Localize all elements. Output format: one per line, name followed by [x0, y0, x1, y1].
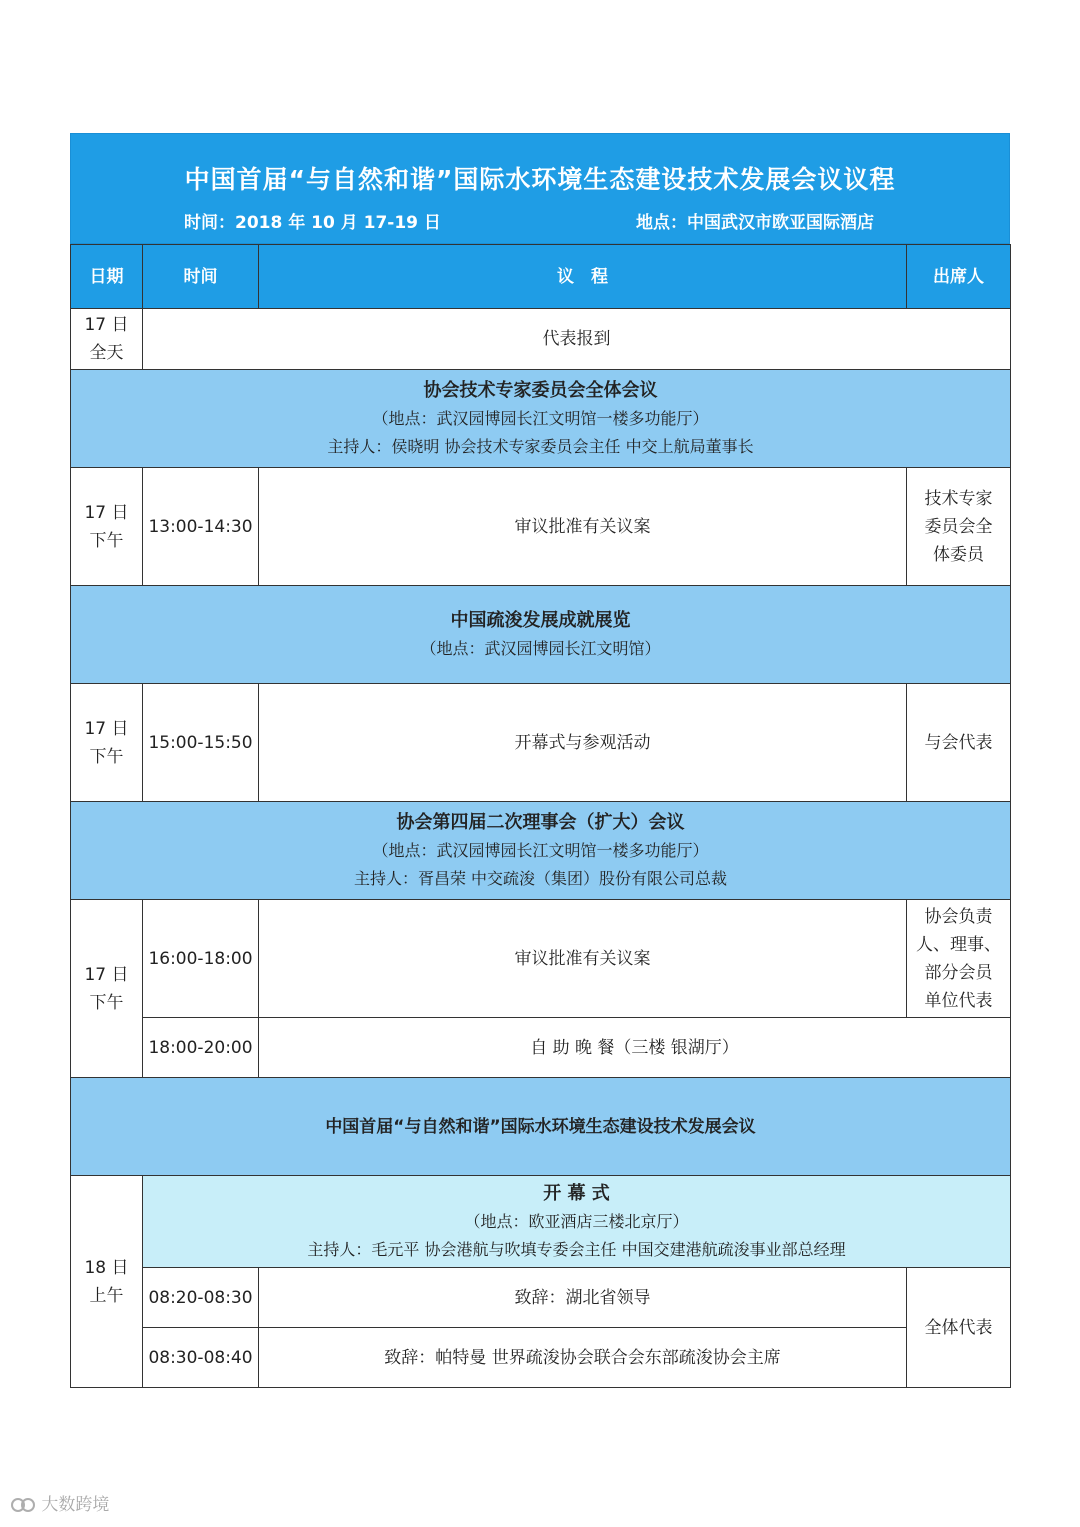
date-day: 17 日 [84, 718, 129, 739]
attendee-line: 协会负责 [924, 906, 993, 927]
date-day: 18 日 [84, 1257, 129, 1278]
agenda-document [70, 133, 1010, 1388]
column-header-date: 日期 [71, 245, 143, 309]
section-band [71, 1078, 1011, 1176]
column-header-agenda: 议 程 [259, 245, 907, 309]
column-header-attendees: 出席人 [907, 245, 1011, 309]
table-row [71, 900, 1011, 1018]
date-day: 17 日 [84, 502, 129, 523]
section-location: （地点：武汉园博园长江文明馆一楼多功能厅） [372, 841, 709, 860]
time-cell: 08:30-08:40 [143, 1328, 259, 1388]
conference-title: 中国首届“与自然和谐”国际水环境生态建设技术发展会议 [71, 1078, 1011, 1176]
agenda-cell: 代表报到 [143, 309, 1011, 370]
attendee-line: 体委员 [933, 544, 984, 565]
attendees-cell [907, 468, 1011, 586]
section-band [71, 586, 1011, 684]
date-day: 17 日 [84, 315, 129, 335]
agenda-cell: 审议批准有关议案 [259, 468, 907, 586]
time-cell: 13:00-14:30 [143, 468, 259, 586]
date-cell [71, 309, 143, 370]
attendee-line: 技术专家 [924, 488, 993, 509]
table-row [71, 309, 1011, 370]
date-cell [71, 900, 143, 1078]
time-cell: 18:00-20:00 [143, 1018, 259, 1078]
agenda-cell: 审议批准有关议案 [259, 900, 907, 1018]
date-part: 全天 [89, 343, 124, 363]
attendees-cell [907, 900, 1011, 1018]
table-row [71, 1018, 1011, 1078]
agenda-cell: 致辞：湖北省领导 [259, 1268, 907, 1328]
section-title: 协会第四届二次理事会（扩大）会议 [396, 812, 685, 833]
time-cell: 08:20-08:30 [143, 1268, 259, 1328]
table-row [71, 468, 1011, 586]
agenda-cell: 自 助 晚 餐（三楼 银湖厅） [259, 1018, 1011, 1078]
date-part: 下午 [89, 530, 124, 551]
agenda-table [70, 244, 1011, 1388]
agenda-cell: 开幕式与参观活动 [259, 684, 907, 802]
table-row [71, 684, 1011, 802]
agenda-cell: 致辞：帕特曼 世界疏浚协会联合会东部疏浚协会主席 [259, 1328, 907, 1388]
attendee-line: 人、理事、 [916, 934, 1001, 955]
date-cell [71, 468, 143, 586]
event-location: 地点：中国武汉市欧亚国际酒店 [636, 213, 874, 233]
date-day: 17 日 [84, 964, 129, 985]
table-row [71, 1176, 1011, 1268]
section-title: 中国疏浚发展成就展览 [450, 610, 631, 631]
date-part: 上午 [89, 1285, 124, 1306]
title-banner [70, 133, 1010, 244]
section-band [71, 802, 1011, 900]
opening-host: 主持人：毛元平 协会港航与吹填专委会主任 中国交建港航疏浚事业部总经理 [307, 1240, 846, 1259]
table-header-row [71, 245, 1011, 309]
section-title: 协会技术专家委员会全体会议 [423, 380, 658, 401]
watermark-logo-icon [10, 1496, 36, 1514]
table-row [71, 1328, 1011, 1388]
date-cell [71, 684, 143, 802]
date-part: 下午 [89, 746, 124, 767]
attendee-line: 单位代表 [924, 990, 993, 1011]
attendees-cell: 全体代表 [907, 1268, 1011, 1388]
attendee-line: 委员会全 [924, 516, 993, 537]
section-band [71, 370, 1011, 468]
section-host: 主持人：胥昌荣 中交疏浚（集团）股份有限公司总裁 [353, 869, 728, 888]
date-part: 下午 [89, 992, 124, 1013]
watermark [10, 1490, 109, 1515]
watermark-text: 大数跨境 [41, 1495, 110, 1515]
opening-band [143, 1176, 1011, 1268]
time-cell: 15:00-15:50 [143, 684, 259, 802]
date-cell [71, 1176, 143, 1388]
section-location: （地点：武汉园博园长江文明馆） [420, 639, 661, 658]
section-location: （地点：武汉园博园长江文明馆一楼多功能厅） [372, 409, 709, 428]
time-cell: 16:00-18:00 [143, 900, 259, 1018]
opening-location: （地点：欧亚酒店三楼北京厅） [464, 1212, 689, 1231]
page-title: 中国首届“与自然和谐”国际水环境生态建设技术发展会议议程 [184, 165, 896, 194]
column-header-time: 时间 [143, 245, 259, 309]
attendees-cell: 与会代表 [907, 684, 1011, 802]
attendee-line: 部分会员 [924, 962, 993, 983]
table-row [71, 1268, 1011, 1328]
opening-title: 开 幕 式 [543, 1183, 610, 1204]
event-time: 时间：2018 年 10 月 17-19 日 [184, 213, 441, 233]
section-host: 主持人：侯晓明 协会技术专家委员会主任 中交上航局董事长 [327, 437, 754, 456]
